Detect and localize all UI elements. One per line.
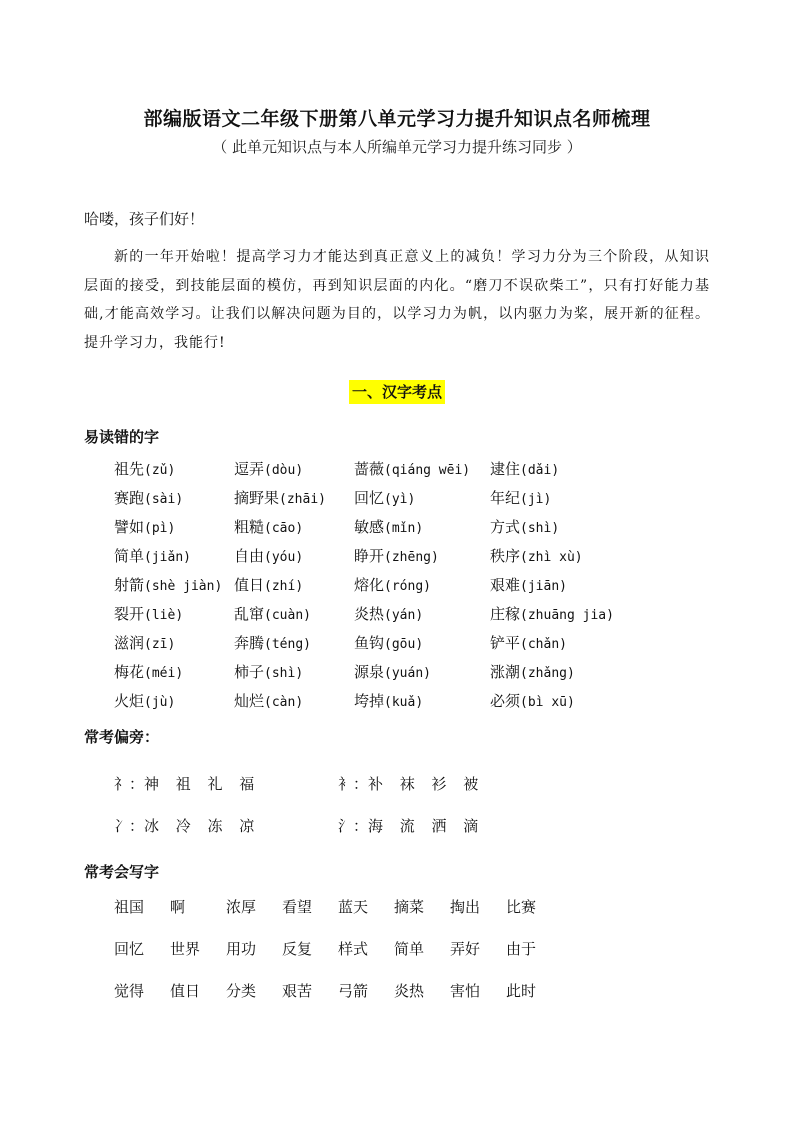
write-word: 简单 (394, 940, 425, 958)
word: 灿烂 (234, 692, 265, 710)
radical-group: 衤：补 袜 衫 被 (338, 775, 479, 793)
word-pinyin-item (354, 690, 490, 719)
write-word: 分类 (226, 982, 257, 1000)
section-heading (0, 381, 794, 402)
word: 赛跑 (114, 489, 145, 507)
write-word: 啊 (170, 898, 186, 916)
word: 睁开 (354, 547, 385, 565)
pinyin: (zǔ) (144, 463, 176, 478)
word: 粗糙 (234, 518, 265, 536)
pinyin: (shè jiàn) (144, 579, 223, 594)
pinyin: (zhì xù) (520, 550, 583, 565)
word: 火炬 (114, 692, 145, 710)
word-pinyin-item (354, 632, 490, 661)
word: 艰难 (490, 576, 521, 594)
word-pinyin-item (114, 603, 234, 632)
pinyin: (sài) (144, 492, 184, 507)
word: 炎热 (354, 605, 385, 623)
word: 逗弄 (234, 460, 265, 478)
word-pinyin-item (354, 603, 490, 632)
word-pinyin-item (354, 574, 490, 603)
pinyin: (zhí) (264, 579, 304, 594)
word-pinyin-item (490, 458, 630, 487)
write-word: 值日 (170, 982, 201, 1000)
write-word: 此时 (506, 982, 537, 1000)
pinyin: (cāo) (264, 521, 304, 536)
greeting: 哈喽，孩子们好！ (84, 210, 205, 228)
word: 熔化 (354, 576, 385, 594)
easy-wrong-heading: 易读错的字 (84, 428, 160, 446)
radical-group: 冫：冰 冷 冻 凉 (114, 817, 255, 835)
word: 值日 (234, 576, 265, 594)
word: 譬如 (114, 518, 145, 536)
word: 逮住 (490, 460, 521, 478)
write-heading: 常考会写字 (84, 863, 160, 881)
word-pinyin-item (114, 661, 234, 690)
word-pinyin-item (114, 458, 234, 487)
pinyin: (liè) (144, 608, 184, 623)
write-word: 看望 (282, 898, 313, 916)
word-pinyin-item (354, 516, 490, 545)
write-row (114, 980, 562, 1001)
pinyin: (dǎi) (520, 463, 560, 478)
word-pinyin-item (234, 487, 354, 516)
word-pinyin-item (490, 516, 630, 545)
easy-wrong-word-grid (114, 458, 630, 719)
pinyin: (zhāi) (279, 492, 326, 507)
pinyin: (zhǎng) (520, 666, 575, 681)
word: 涨潮 (490, 663, 521, 681)
pinyin: (yán) (384, 608, 424, 623)
write-word: 蓝天 (338, 898, 369, 916)
word-pinyin-item (354, 487, 490, 516)
radical-group: 氵：海 流 洒 滴 (338, 817, 479, 835)
word-pinyin-item (354, 661, 490, 690)
pinyin: (cuàn) (264, 608, 311, 623)
radical-group: 礻：神 祖 礼 福 (114, 775, 255, 793)
word: 源泉 (354, 663, 385, 681)
pinyin: (mǐn) (384, 521, 424, 536)
word-pinyin-item (490, 632, 630, 661)
write-word: 炎热 (394, 982, 425, 1000)
write-row (114, 896, 562, 917)
word-pinyin-item (490, 487, 630, 516)
word: 垮掉 (354, 692, 385, 710)
word: 简单 (114, 547, 145, 565)
word-pinyin-item (490, 661, 630, 690)
word-pinyin-item (234, 661, 354, 690)
write-word: 害怕 (450, 982, 481, 1000)
word-pinyin-item (490, 690, 630, 719)
word: 回忆 (354, 489, 385, 507)
word: 铲平 (490, 634, 521, 652)
pinyin: (gōu) (384, 637, 424, 652)
word: 年纪 (490, 489, 521, 507)
section-heading-text: 一、汉字考点 (349, 380, 445, 404)
word: 裂开 (114, 605, 145, 623)
pinyin: (zhuāng jia) (520, 608, 614, 623)
pinyin: (jì) (520, 492, 552, 507)
word: 敏感 (354, 518, 385, 536)
write-word: 弄好 (450, 940, 481, 958)
word: 必须 (490, 692, 521, 710)
pinyin: (qiáng wēi) (384, 463, 471, 478)
write-word: 弓箭 (338, 982, 369, 1000)
write-word: 祖国 (114, 898, 145, 916)
word-pinyin-item (234, 545, 354, 574)
write-word: 由于 (506, 940, 537, 958)
word: 射箭 (114, 576, 145, 594)
word-pinyin-item (234, 574, 354, 603)
write-word: 觉得 (114, 982, 145, 1000)
pinyin: (méi) (144, 666, 184, 681)
pinyin: (dòu) (264, 463, 304, 478)
pinyin: (yì) (384, 492, 416, 507)
pinyin: (kuǎ) (384, 695, 424, 710)
write-word: 比赛 (506, 898, 537, 916)
write-word: 世界 (170, 940, 201, 958)
pinyin: (jiān) (520, 579, 567, 594)
pinyin: (chǎn) (520, 637, 567, 652)
word: 梅花 (114, 663, 145, 681)
word-pinyin-item (114, 545, 234, 574)
pinyin: (jù) (144, 695, 176, 710)
word-pinyin-item (114, 690, 234, 719)
write-word: 掏出 (450, 898, 481, 916)
pinyin: (bì xū) (520, 695, 575, 710)
page-subtitle: （ 此单元知识点与本人所编单元学习力提升练习同步 ） (212, 138, 582, 156)
write-word: 回忆 (114, 940, 145, 958)
pinyin: (shì) (264, 666, 304, 681)
pinyin: (zī) (144, 637, 176, 652)
radical-row (114, 773, 562, 794)
word-pinyin-item (114, 487, 234, 516)
word-pinyin-item (234, 690, 354, 719)
radical-row (114, 815, 562, 836)
word: 自由 (234, 547, 265, 565)
word-pinyin-item (114, 516, 234, 545)
word-pinyin-item (234, 603, 354, 632)
word-pinyin-item (490, 603, 630, 632)
write-word: 艰苦 (282, 982, 313, 1000)
write-word: 用功 (226, 940, 257, 958)
word: 蔷薇 (354, 460, 385, 478)
word-pinyin-item (490, 545, 630, 574)
word-pinyin-item (234, 632, 354, 661)
word: 滋润 (114, 634, 145, 652)
word-pinyin-item (114, 632, 234, 661)
write-row (114, 938, 562, 959)
write-word: 反复 (282, 940, 313, 958)
word-pinyin-item (234, 516, 354, 545)
radicals-heading: 常考偏旁： (84, 728, 160, 746)
pinyin: (jiǎn) (144, 550, 191, 565)
pinyin: (yuán) (384, 666, 431, 681)
pinyin: (yóu) (264, 550, 304, 565)
pinyin: (téng) (264, 637, 311, 652)
word: 乱窜 (234, 605, 265, 623)
pinyin: (shì) (520, 521, 560, 536)
page-title: 部编版语文二年级下册第八单元学习力提升知识点名师梳理 (143, 108, 651, 130)
word: 奔腾 (234, 634, 265, 652)
write-word: 浓厚 (226, 898, 257, 916)
pinyin: (càn) (264, 695, 304, 710)
word-pinyin-item (354, 545, 490, 574)
word-pinyin-item (234, 458, 354, 487)
word-pinyin-item (490, 574, 630, 603)
word: 庄稼 (490, 605, 521, 623)
write-word: 样式 (338, 940, 369, 958)
word-pinyin-item (354, 458, 490, 487)
intro-paragraph: 新的一年开始啦！提高学习力才能达到真正意义上的减负！学习力分为三个阶段，从知识层面的接受，到技能层面的模仿，再到知识层面的内化。“磨刀不误砍柴工”，只有打好能力基础,才能高效学习。让我们以解决问题为目的，以学习力为帆，以内驱力为桨，展开新的征程。提升学习力，我能行! (84, 249, 710, 351)
pinyin: (pì) (144, 521, 176, 536)
pinyin: (róng) (384, 579, 431, 594)
write-word: 摘菜 (394, 898, 425, 916)
word: 秩序 (490, 547, 521, 565)
pinyin: (zhēng) (384, 550, 439, 565)
word-pinyin-item (114, 574, 234, 603)
word: 摘野果 (234, 489, 280, 507)
word: 柿子 (234, 663, 265, 681)
word: 鱼钩 (354, 634, 385, 652)
word: 祖先 (114, 460, 145, 478)
word: 方式 (490, 518, 521, 536)
